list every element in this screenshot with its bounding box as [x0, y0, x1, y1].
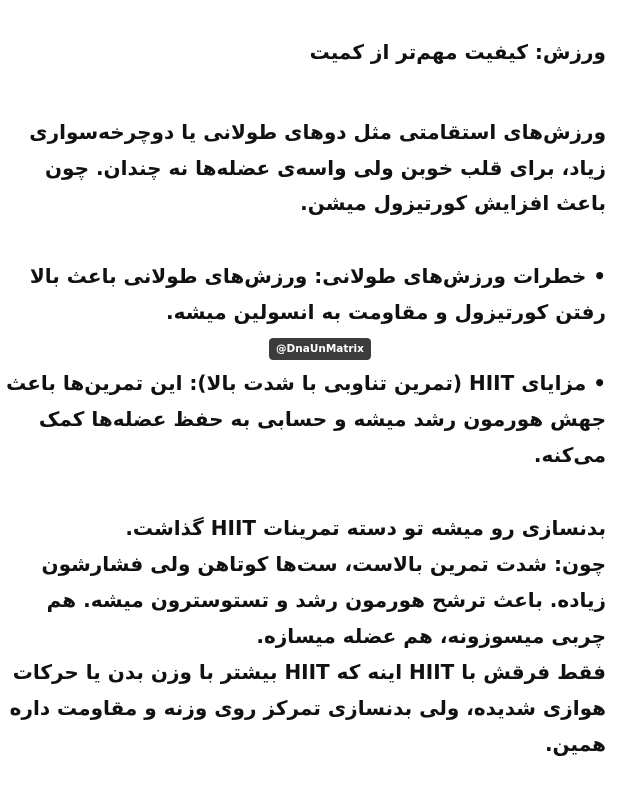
- bullet-line: • مزایای HIIT (تمرین تناوبی با شدت بالا): این تمرین‌ها باعث: [6, 371, 606, 395]
- watermark-badge: @DnaUnMatrix: [269, 338, 371, 360]
- bullet-line: رفتن کورتیزول و مقاومت به انسولین میشه.: [165, 300, 606, 324]
- paragraph-line: هوازی شدیده، ولی بدنسازی تمرکز روی وزنه و مقاومت داره: [9, 696, 606, 720]
- paragraph-line: باعث افزایش کورتیزول میشن.: [300, 191, 606, 215]
- paragraph-line: فقط فرقش با HIIT اینه که HIIT بیشتر با وزن بدن یا حرکات: [12, 660, 606, 684]
- paragraph-line: بدنسازی رو میشه تو دسته تمرینات HIIT گذاشت.: [125, 516, 606, 540]
- paragraph-line: چربی میسوزونه، هم عضله میسازه.: [256, 624, 606, 648]
- heading-title: ورزش: کیفیت مهم‌تر از کمیت: [309, 40, 606, 64]
- paragraph-line: همین.: [544, 732, 606, 756]
- paragraph-line: زیاده. باعث ترشح هورمون رشد و تستوسترون میشه. هم: [46, 588, 606, 612]
- paragraph-line: چون: شدت تمرین بالاست، ست‌ها کوتاهن ولی فشارشون: [41, 552, 606, 576]
- paragraph-line: زیاد، برای قلب خوبن ولی واسه‌ی عضله‌ها نه چندان. چون: [44, 156, 606, 180]
- bullet-line: • خطرات ورزش‌های طولانی: ورزش‌های طولانی باعث بالا: [29, 264, 606, 288]
- bullet-line: جهش هورمون رشد میشه و حسابی به حفظ عضله‌ها کمک: [38, 407, 606, 431]
- bullet-line: می‌کنه.: [533, 443, 606, 467]
- paragraph-line: ورزش‌های استقامتی مثل دوهای طولانی یا دوچرخه‌سواری: [29, 120, 606, 144]
